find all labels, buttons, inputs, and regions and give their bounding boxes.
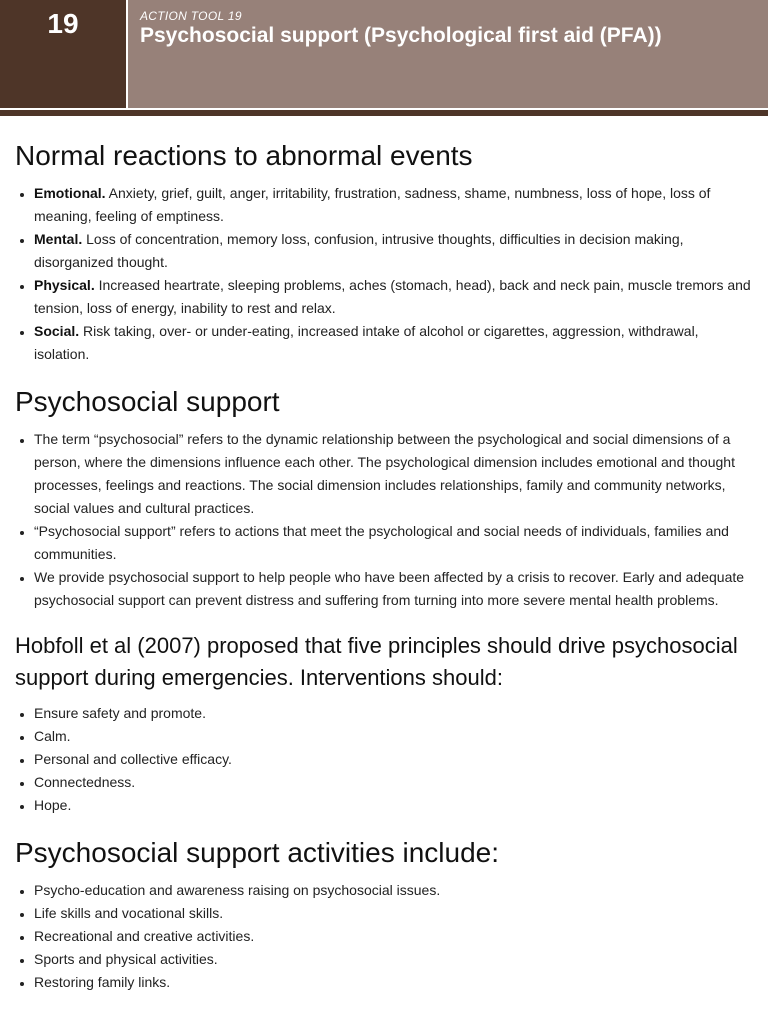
activities-list	[15, 879, 754, 994]
list-item: • Life skills and vocational skills.	[34, 902, 754, 925]
list-item: • Hope.	[34, 794, 754, 817]
item-label: Mental.	[34, 231, 83, 247]
title-box	[128, 0, 768, 108]
item-label: Emotional.	[34, 185, 106, 201]
header-divider	[0, 110, 768, 116]
tool-number-box	[0, 0, 126, 108]
list-item: • “Psychosocial support” refers to actions that meet the psychological and social needs of individuals, families and communities.	[34, 520, 754, 566]
list-item	[34, 182, 754, 228]
list-item: • Restoring family links.	[34, 971, 754, 994]
tool-label: ACTION TOOL 19	[140, 9, 242, 23]
item-text: Anxiety, grief, guilt, anger, irritability, frustration, sadness, shame, numbness, loss of hope, loss of meaning, feeling of emptiness.	[34, 185, 711, 224]
reactions-list	[15, 182, 754, 366]
list-item	[34, 320, 754, 366]
reactions-heading: Normal reactions to abnormal events	[15, 140, 473, 171]
list-item: • Sports and physical activities.	[34, 948, 754, 971]
support-heading: Psychosocial support	[15, 386, 280, 417]
list-item: • Connectedness.	[34, 771, 754, 794]
item-text: Risk taking, over- or under-eating, increased intake of alcohol or cigarettes, aggression, withdrawal, isolation.	[34, 323, 699, 362]
list-item: • The term “psychosocial” refers to the dynamic relationship between the psychological and social dimensions of a person, where the dimensions influence each other. The psychological dimension includes emotional and thought processes, feelings and reactions. The social dimension includes relationships, family and community networks, social values and cultural practices.	[34, 428, 754, 520]
item-label: Physical.	[34, 277, 95, 293]
page-title: Psychosocial support (Psychological first aid (PFA))	[140, 24, 662, 47]
list-item: • We provide psychosocial support to help people who have been affected by a crisis to recover. Early and adequate psychosocial support can prevent distress and suffering from turning into more severe mental health problems.	[34, 566, 754, 612]
list-item: • Calm.	[34, 725, 754, 748]
activities-heading: Psychosocial support activities include:	[15, 837, 500, 868]
list-item	[34, 228, 754, 274]
list-item: • Psycho-education and awareness raising on psychosocial issues.	[34, 879, 754, 902]
page-header	[0, 0, 768, 116]
document-body	[0, 116, 768, 994]
item-text: Increased heartrate, sleeping problems, aches (stomach, head), back and neck pain, muscle tremors and tension, loss of energy, inability to rest and relax.	[34, 277, 751, 316]
list-item	[34, 274, 754, 320]
list-item: • Recreational and creative activities.	[34, 925, 754, 948]
item-label: Social.	[34, 323, 80, 339]
item-text: Loss of concentration, memory loss, confusion, intrusive thoughts, difficulties in decision making, disorganized thought.	[34, 231, 684, 270]
list-item: • Personal and collective efficacy.	[34, 748, 754, 771]
principles-list	[15, 702, 754, 817]
principles-heading: Hobfoll et al (2007) proposed that five principles should drive psychosocial support during emergencies. Interventions should:	[15, 633, 738, 690]
tool-number: 19	[47, 8, 79, 39]
support-list	[15, 428, 754, 612]
list-item: • Ensure safety and promote.	[34, 702, 754, 725]
